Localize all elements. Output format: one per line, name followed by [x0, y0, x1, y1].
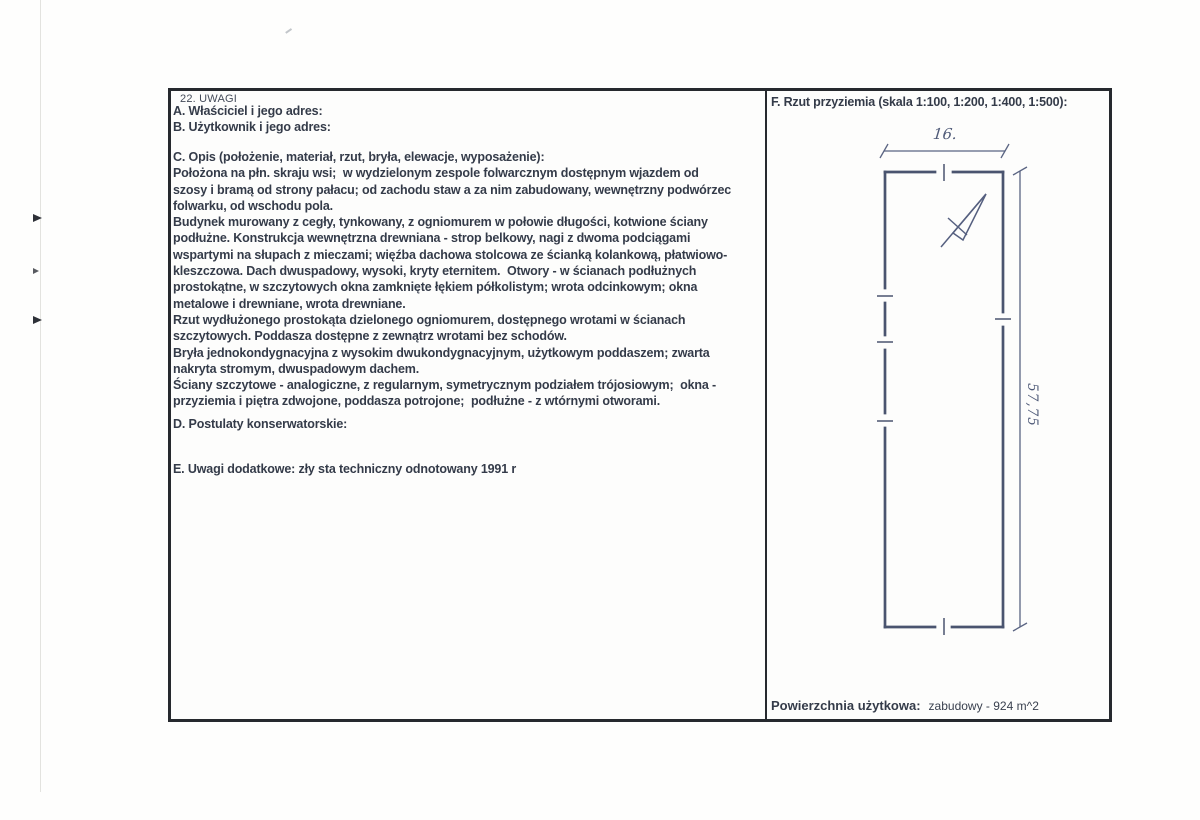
scan-speck: [285, 28, 292, 33]
rzut-panel: [767, 91, 1109, 719]
postulaty-line: D. Postulaty konserwatorskie:: [173, 417, 348, 431]
section-number-label: 22. UWAGI: [180, 93, 238, 105]
scan-registration-mark: [33, 316, 42, 324]
width-dimension-value: 16.: [932, 125, 958, 143]
width-dimension-line: [880, 144, 1009, 158]
description-line: szczytowych. Poddasza dostępne z zewnątrz wrotami bez schodów.: [173, 329, 567, 344]
form-border: [168, 88, 1112, 722]
description-line: Rzut wydłużonego prostokąta dzielonego ogniomurem, dostępnego wrotami w ścianach: [173, 312, 686, 327]
description-line: folwarku, od wschodu pola.: [173, 198, 333, 213]
description-line: wspartymi na słupach z mieczami; więźba dachowa stolcowa ze ścianką kolankową, płatwiowo-: [173, 247, 728, 262]
description-line: prostokątne, w szczytowych okna zamknięte łękiem półkolistym; wrota odcinkowym; okna: [173, 280, 698, 295]
scan-edge-line: [40, 0, 41, 792]
description-line: metalowe i drewniane, wrota drewniane.: [173, 296, 406, 311]
floor-plan-svg: [767, 91, 1109, 719]
usable-area-row: [771, 697, 1039, 715]
description-line: podłużne. Konstrukcja wewnętrzna drewniana - strop belkowy, nagi z dwoma podciągami: [173, 231, 691, 246]
description-line: Ściany szczytowe - analogiczne, z regularnym, symetrycznym podziałem trójosiowym; okna -: [173, 378, 717, 393]
scan-registration-mark: [33, 268, 39, 274]
usable-area-value: zabudowy - 924 m^2: [928, 699, 1039, 713]
description-heading: C. Opis (położenie, materiał, rzut, bryła, elewacje, wyposażenie):: [173, 150, 545, 164]
usable-area-label: Powierzchnia użytkowa:: [771, 698, 921, 713]
rzut-heading: F. Rzut przyziemia (skala 1:100, 1:200, 1:400, 1:500):: [771, 95, 1068, 109]
description-line: Położona na płn. skraju wsi; w wydzielonym zespole folwarcznym dostępnym wjazdem od: [173, 166, 699, 181]
description-line: nakryta stromym, dwuspadowym dachem.: [173, 361, 420, 376]
opening-ticks: [877, 164, 1011, 635]
scan-registration-mark: [33, 214, 42, 222]
plan-walls: [885, 172, 1003, 627]
user-line: B. Użytkownik i jego adres:: [173, 120, 331, 134]
description-line: Budynek murowany z cegły, tynkowany, z ogniomurem w połowie długości, kotwione ściany: [173, 215, 708, 230]
description-line: przyziemia i piętra zdwojone, poddasza potrojone; podłużne - z wtórnymi otworami.: [173, 394, 661, 409]
uwagi-panel: [171, 91, 765, 719]
uwagi-dodatkowe-line: E. Uwagi dodatkowe: zły sta techniczny odnotowany 1991 r: [173, 462, 517, 476]
description-line: Bryła jednokondygnacyjna z wysokim dwukondygnacyjnym, użytkowym poddaszem; zwarta: [173, 345, 710, 360]
description-line: szosy i bramą od strony pałacu; od zachodu staw a za nim zabudowany, wewnętrzny podwórzec: [173, 182, 732, 197]
height-dimension-value: 57,75: [1024, 383, 1040, 427]
description-line: kleszczowa. Dach dwuspadowy, wysoki, kryty eternitem. Otwory - w ścianach podłużnych: [173, 264, 697, 279]
owner-line: A. Właściciel i jego adres:: [173, 104, 323, 118]
description-block: [173, 149, 765, 410]
north-arrow-icon: [941, 194, 986, 247]
